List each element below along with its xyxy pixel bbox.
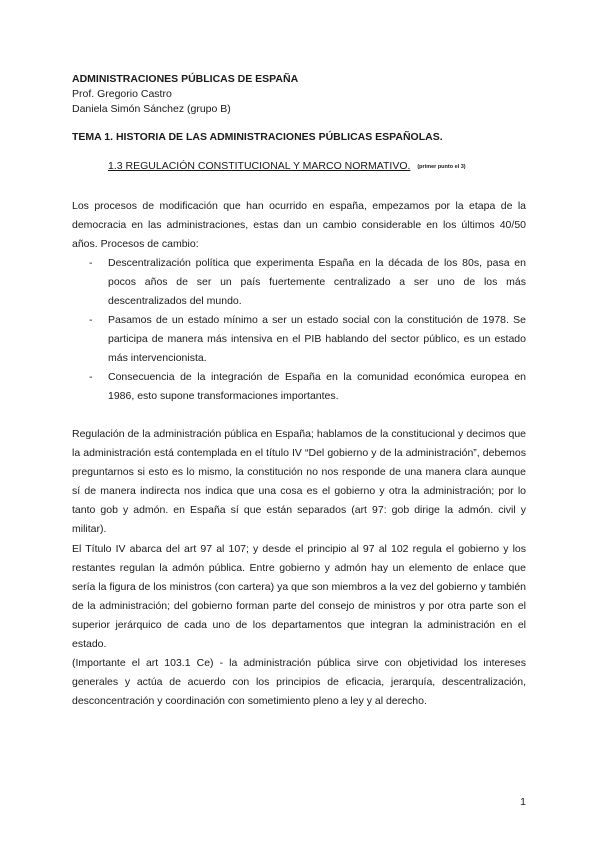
dash-marker: -	[89, 257, 93, 269]
bullet-text: Descentralización política que experimenta España en la década de los 80s, pasa en pocos años de ser un país fuertemente centralizado a ser uno de los más descentralizados del mundo.	[108, 257, 526, 307]
list-item	[72, 254, 526, 311]
dash-marker: -	[89, 371, 93, 383]
body-paragraph: (Importante el art 103.1 Ce) - la administración pública sirve con objetividad los intereses generales y actúa de acuerdo con los principios de eficacia, jerarquía, descentralización, desconcentración y coordinación con sometimiento pleno a ley y al derecho.	[72, 657, 526, 707]
bullet-text: Consecuencia de la integración de España en la comunidad económica europea en 1986, esto supone transformaciones importantes.	[108, 371, 526, 402]
page-number: 1	[520, 796, 526, 808]
section-heading	[108, 160, 466, 172]
bullet-list	[72, 254, 526, 406]
bullet-text: Pasamos de un estado mínimo a ser un estado social con la constitución de 1978. Se participa de manera más intensiva en el PIB hablando del sector público, es un estado más intervencionista.	[108, 314, 526, 364]
tema-heading: TEMA 1. HISTORIA DE LAS ADMINISTRACIONES PÚBLICAS ESPAÑOLAS.	[72, 131, 443, 143]
body-paragraph: El Título IV abarca del art 97 al 107; y desde el principio al 97 al 102 regula el gobierno y los restantes regulan la admón pública. Entre gobierno y admón hay un elemento de enlace que sería la figura de los ministros (con cartera) ya que son miembros a la vez del gobierno y también de la administración; del gobierno forman parte del consejo de ministros y por otra parte son el superior jerárquico de cada uno de los departamentos que integran la administración en el estado.	[72, 543, 526, 650]
professor-line: Prof. Gregorio Castro	[72, 88, 172, 100]
intro-paragraph: Los procesos de modificación que han ocurrido en españa, empezamos por la etapa de la democracia en las administraciones, estas dan un cambio considerable en los últimos 40/50 años. Procesos de cambio:	[72, 200, 526, 250]
body-paragraph: Regulación de la administración pública en España; hablamos de la constitucional y decimos que la administración está contemplada en el título IV “Del gobierno y de la administración”, debemos preguntarnos si esto es lo mismo, la constitución no nos responde de una manera clara aunque sí de manera indirecta nos indica que una cosa es el gobierno y otra la administración; por lo tanto gob y admón. en España sí que están separados (art 97: gob dirige la admón. civil y militar).	[72, 428, 526, 535]
dash-marker: -	[89, 314, 93, 326]
course-title: ADMINISTRACIONES PÚBLICAS DE ESPAÑA	[72, 73, 299, 85]
section-title: 1.3 REGULACIÓN CONSTITUCIONAL Y MARCO NORMATIVO.	[108, 160, 411, 172]
list-item	[72, 311, 526, 368]
section-note: (primer punto el 3)	[417, 164, 466, 170]
student-line: Daniela Simón Sánchez (grupo B)	[72, 103, 231, 115]
list-item	[72, 368, 526, 406]
